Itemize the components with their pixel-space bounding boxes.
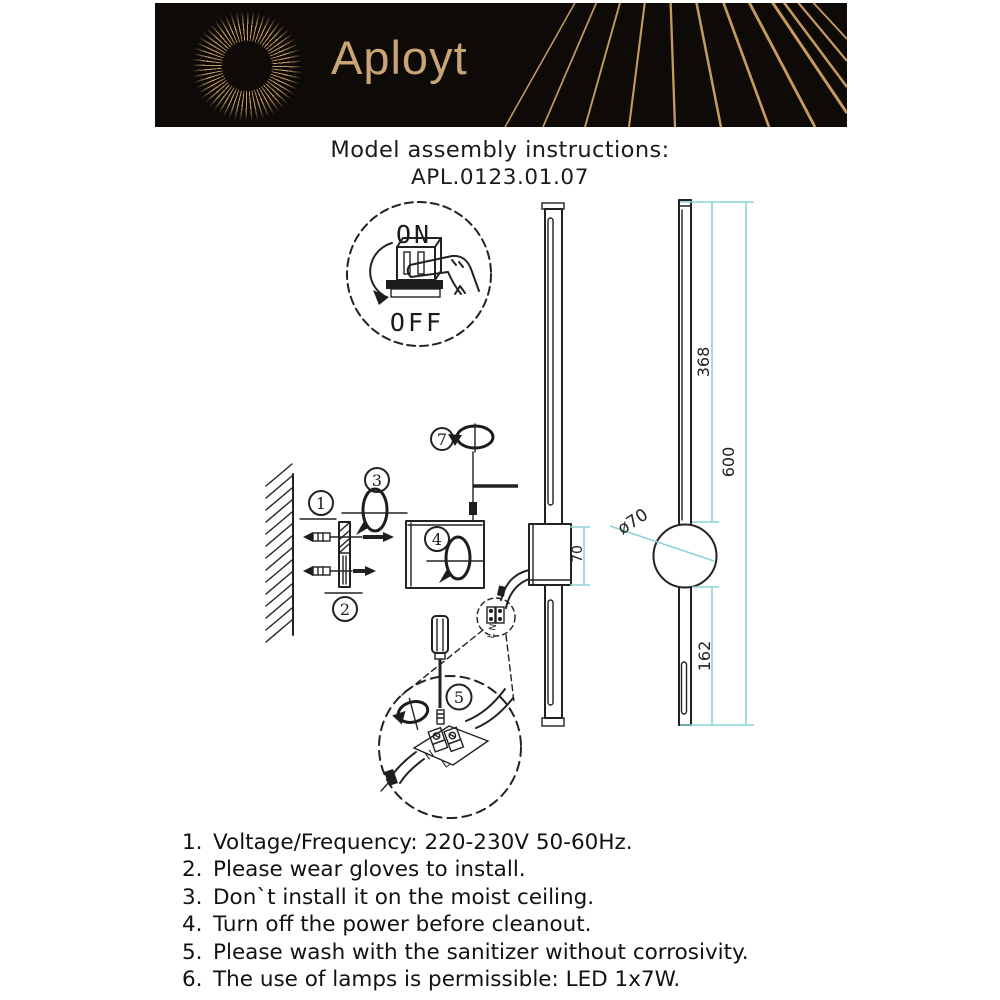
power-cord — [469, 452, 518, 521]
dim-600: 600 — [719, 446, 738, 478]
dim-diameter: ø70 — [614, 504, 652, 540]
step-badge-7 — [431, 428, 453, 450]
neutral-wire-label: N — [422, 747, 437, 763]
power-switch-detail — [347, 202, 491, 346]
switch-icon — [386, 238, 443, 297]
wall-section — [266, 464, 293, 642]
screwdriver-icon — [432, 616, 448, 724]
step-badge-4 — [425, 527, 449, 551]
item-number: 3. — [182, 884, 203, 910]
rotate-arrow-icon — [370, 243, 392, 305]
instruction-item — [182, 939, 749, 966]
step-badge-2 — [333, 597, 357, 621]
item-text: Don`t install it on the moist ceiling. — [213, 884, 595, 910]
dim-368: 368 — [694, 346, 713, 378]
rotate-glyph-step7 — [448, 424, 493, 452]
instructions-list — [182, 829, 749, 993]
svg-text:3: 3 — [371, 471, 383, 490]
model-number: APL.0123.01.07 — [411, 165, 589, 190]
screw-anchor-upper — [303, 532, 394, 542]
item-number: 5. — [182, 939, 203, 965]
item-number: 6. — [182, 966, 203, 992]
mini-terminal-label: L N — [486, 623, 500, 640]
item-text: The use of lamps is permissible: LED 1x7W. — [213, 966, 681, 992]
on-label: ON — [395, 220, 433, 249]
item-text: Please wear gloves to install. — [213, 857, 526, 883]
lamp-front-view — [529, 203, 571, 726]
svg-text:2: 2 — [339, 600, 351, 619]
instruction-item — [182, 966, 749, 993]
item-text: Voltage/Frequency: 220-230V 50-60Hz. — [213, 830, 633, 855]
svg-text:7: 7 — [436, 430, 448, 449]
instruction-item — [182, 856, 749, 883]
item-text: Please wash with the sanitizer without corrosivity. — [213, 939, 749, 965]
instruction-item — [182, 884, 749, 911]
mounting-plate — [300, 519, 362, 593]
off-label: OFF — [389, 308, 445, 337]
instruction-item — [182, 911, 749, 938]
wall-plate-circle — [654, 525, 717, 588]
brand-name: Aployt — [331, 31, 468, 84]
instruction-item — [182, 829, 749, 856]
step-badge-1 — [309, 491, 333, 515]
line-wire-label: L — [439, 756, 453, 771]
dimension-body-height — [570, 527, 590, 585]
svg-text:1: 1 — [315, 494, 327, 513]
rotate-glyph-step3 — [342, 489, 407, 535]
item-number: 1. — [182, 830, 203, 855]
item-text: Turn off the power before cleanout. — [213, 912, 592, 938]
step-badge-5 — [447, 685, 472, 710]
lamp-body — [529, 524, 571, 585]
svg-text:4: 4 — [431, 530, 443, 549]
svg-text:5: 5 — [453, 688, 465, 707]
item-number: 4. — [182, 912, 203, 938]
sheet-title: Model assembly instructions: — [330, 137, 670, 163]
item-number: 2. — [182, 857, 203, 883]
terminal-base-plate — [414, 726, 488, 765]
svg-text:70: 70 — [570, 545, 586, 563]
terminal-detail-bubble — [379, 676, 521, 818]
dim-162: 162 — [695, 640, 714, 672]
